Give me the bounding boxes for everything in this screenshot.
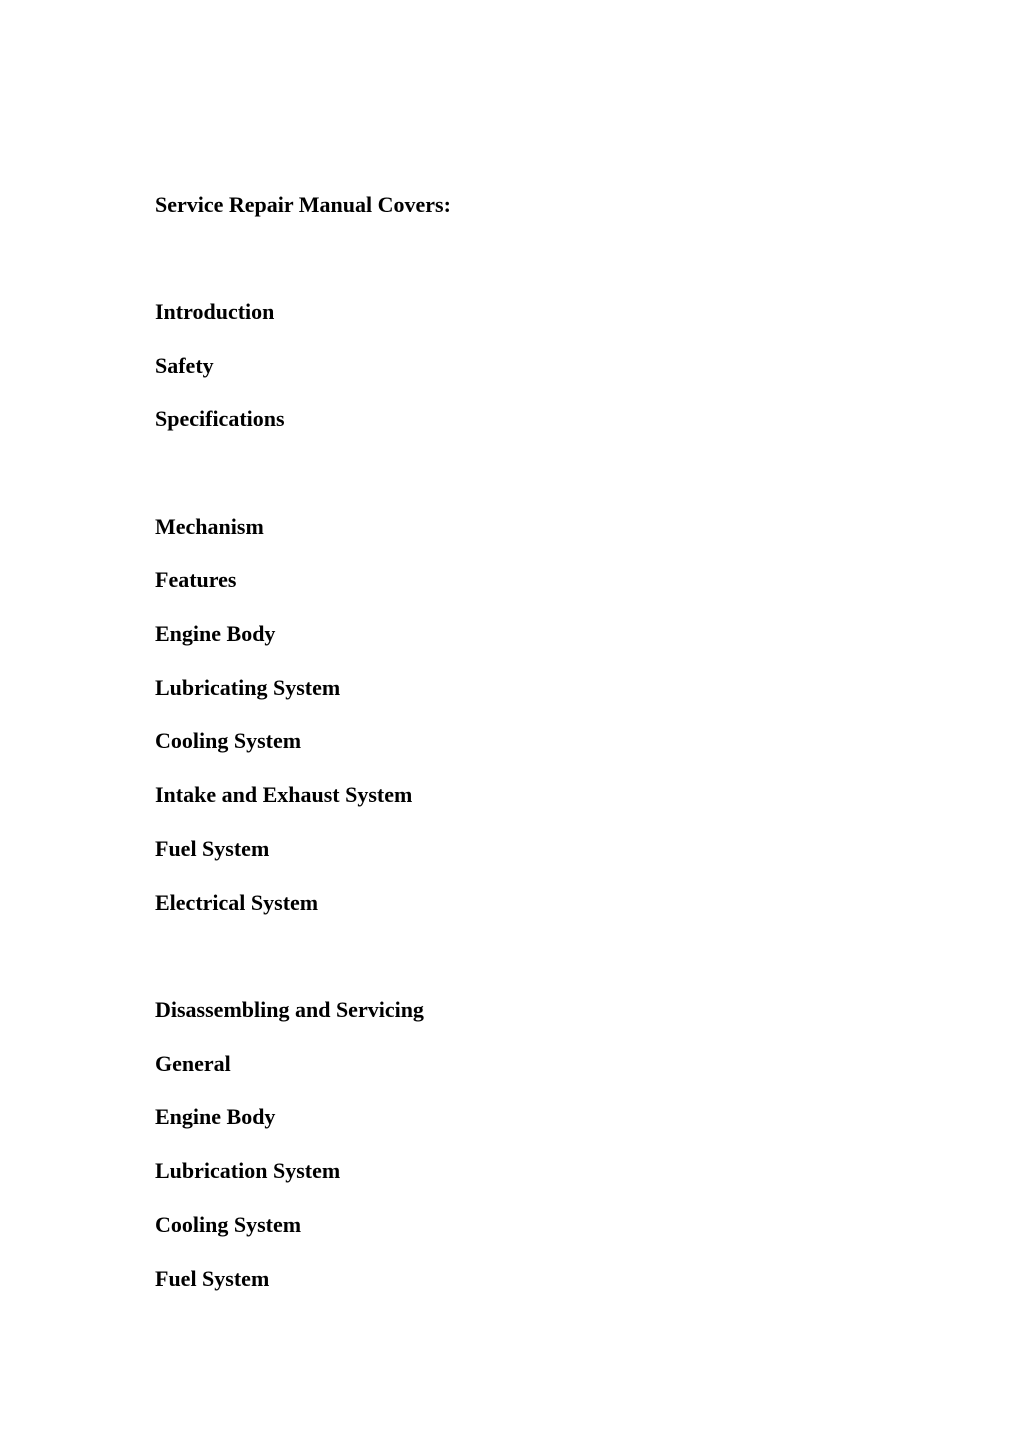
list-item: Specifications	[155, 406, 285, 431]
list-item: Fuel System	[155, 1266, 270, 1291]
list-item: Lubricating System	[155, 675, 341, 700]
list-item: Engine Body	[155, 621, 276, 646]
list-item: Lubrication System	[155, 1158, 341, 1183]
page-heading: Service Repair Manual Covers:	[155, 192, 451, 217]
list-item: Disassembling and Servicing	[155, 997, 424, 1022]
list-item: Engine Body	[155, 1104, 276, 1129]
list-item: Cooling System	[155, 1212, 302, 1237]
list-item: Mechanism	[155, 514, 264, 539]
list-item: Safety	[155, 353, 214, 378]
list-item: General	[155, 1051, 231, 1076]
list-item: Intake and Exhaust System	[155, 782, 413, 807]
list-item: Introduction	[155, 299, 275, 324]
list-item: Fuel System	[155, 836, 270, 861]
list-item: Electrical System	[155, 890, 319, 915]
list-item: Features	[155, 567, 237, 592]
list-item: Cooling System	[155, 728, 302, 753]
